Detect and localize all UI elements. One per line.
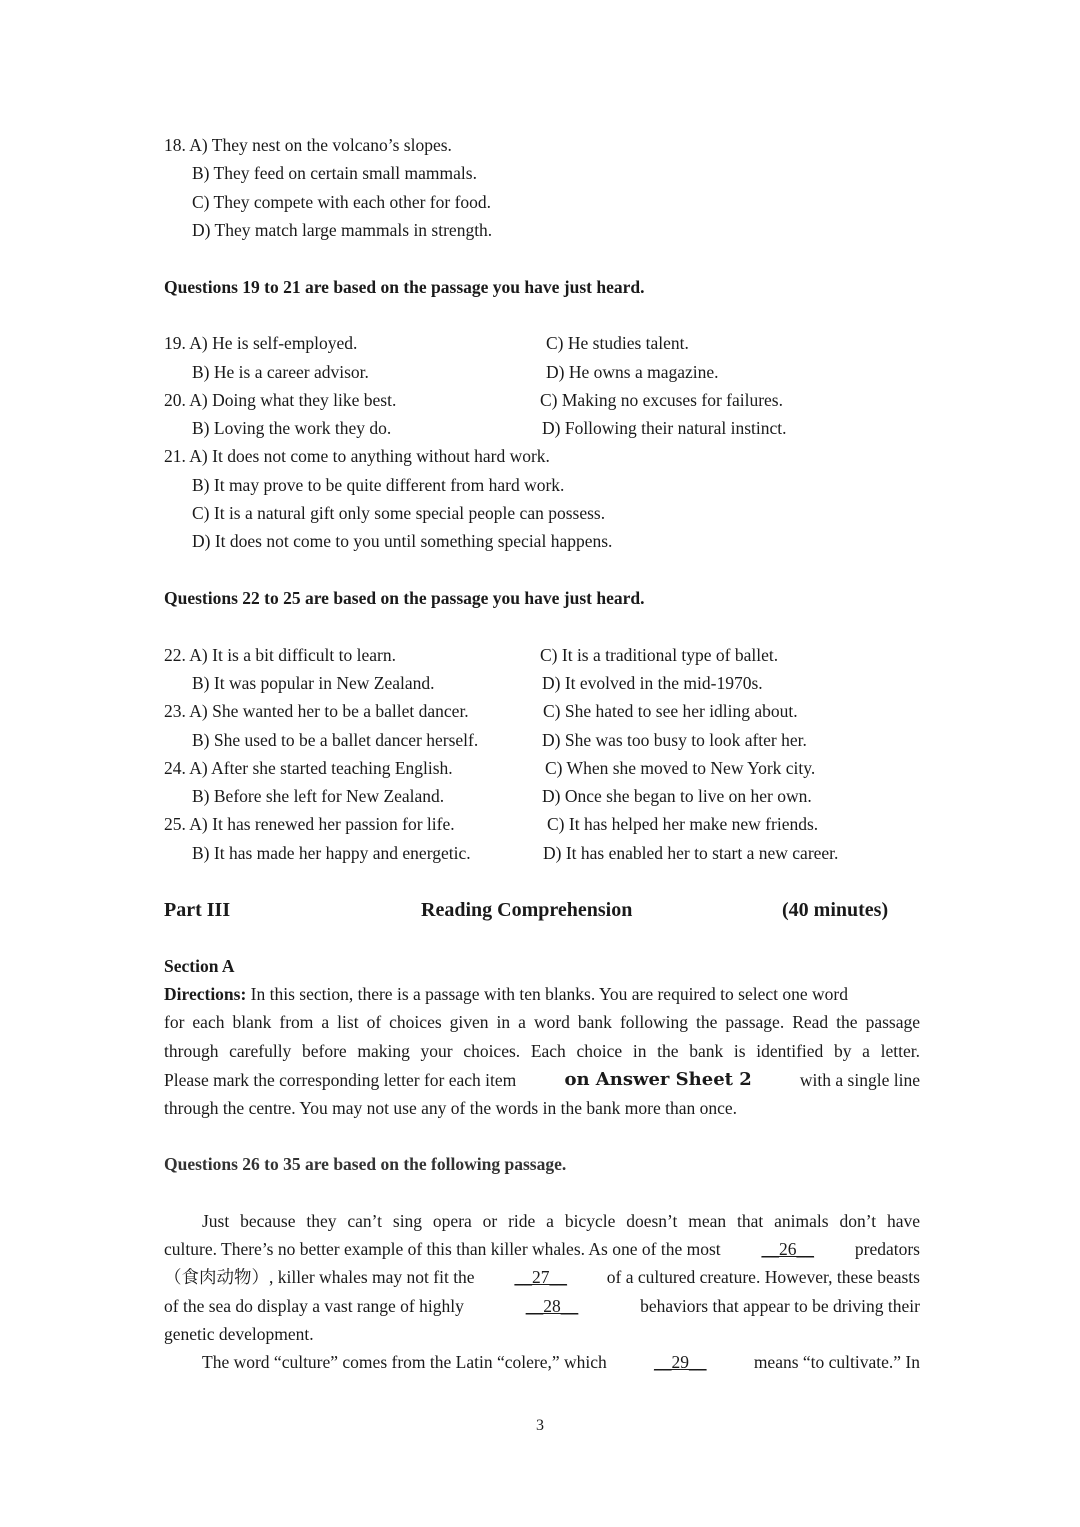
passage-text-4b: behaviors that appear to be driving their xyxy=(640,1296,920,1316)
passage-text-2a: culture. There’s no better example of this than killer whales. As one of the most xyxy=(164,1239,721,1259)
q18-option-a: 18. A) They nest on the volcano’s slopes. xyxy=(164,135,452,155)
q23-option-d: D) She was too busy to look after her. xyxy=(542,730,807,750)
q19-option-c: C) He studies talent. xyxy=(546,333,689,353)
directions-label: Directions: xyxy=(164,984,247,1004)
q21-option-d: D) It does not come to you until something special happens. xyxy=(192,531,613,551)
q19-option-a: 19. A) He is self-employed. xyxy=(164,333,358,353)
part-time: (40 minutes) xyxy=(782,899,889,921)
directions-line-5: through the centre. You may not use any of the words in the bank more than once. xyxy=(164,1098,737,1118)
q23-option-b: B) She used to be a ballet dancer herself. xyxy=(192,730,479,750)
passage-line-5: genetic development. xyxy=(164,1324,314,1344)
heading-questions-26-35: Questions 26 to 35 are based on the following passage. xyxy=(164,1154,567,1174)
q24-option-b: B) Before she left for New Zealand. xyxy=(192,786,445,806)
passage-line-4 xyxy=(164,1295,920,1317)
directions-text-4c: with a single line xyxy=(799,1070,920,1090)
q18-option-d: D) They match large mammals in strength. xyxy=(192,220,493,240)
passage-text-3b: of a cultured creature. However, these beasts xyxy=(606,1267,920,1287)
q23-option-c: C) She hated to see her idling about. xyxy=(543,701,798,721)
blank-28: __28__ xyxy=(525,1296,579,1316)
blank-29: __29__ xyxy=(654,1352,707,1372)
q21-option-a: 21. A) It does not come to anything without hard work. xyxy=(164,446,550,466)
passage-text-6a: The word “culture” comes from the Latin “colere,” which xyxy=(202,1352,607,1372)
passage-text-6b: means “to cultivate.” In xyxy=(753,1352,920,1372)
passage-text-2b: predators xyxy=(854,1239,920,1259)
part-label: Part III xyxy=(164,899,231,921)
q25-option-b: B) It has made her happy and energetic. xyxy=(192,843,471,863)
q25-option-c: C) It has helped her make new friends. xyxy=(547,814,819,834)
q24-option-a: 24. A) After she started teaching English. xyxy=(164,758,453,778)
directions-text-1: In this section, there is a passage with ten blanks. You are required to select one word xyxy=(250,984,848,1004)
blank-26: __26__ xyxy=(761,1239,814,1259)
q24-option-d: D) Once she began to live on her own. xyxy=(542,786,812,806)
q22-option-d: D) It evolved in the mid-1970s. xyxy=(542,673,763,693)
page-number: 3 xyxy=(536,1417,544,1434)
q25-option-d: D) It has enabled her to start a new career. xyxy=(543,843,839,863)
directions-line-1 xyxy=(164,983,920,1005)
directions-line-2: for each blank from a list of choices given in a word bank following the passage. Read the passage xyxy=(164,1012,920,1032)
q22-option-c: C) It is a traditional type of ballet. xyxy=(540,645,779,665)
passage-text-4a: of the sea do display a vast range of highly xyxy=(164,1296,464,1316)
heading-questions-19-21: Questions 19 to 21 are based on the passage you have just heard. xyxy=(164,277,645,297)
section-title: Section A xyxy=(164,956,235,976)
q19-option-d: D) He owns a magazine. xyxy=(546,362,719,382)
q20-option-c: C) Making no excuses for failures. xyxy=(540,390,783,410)
q19-option-b: B) He is a career advisor. xyxy=(192,362,369,382)
q22-option-a: 22. A) It is a bit difficult to learn. xyxy=(164,645,396,665)
q21-option-b: B) It may prove to be quite different from hard work. xyxy=(192,475,565,495)
q25-option-a: 25. A) It has renewed her passion for life. xyxy=(164,814,455,834)
q24-option-c: C) When she moved to New York city. xyxy=(545,758,816,778)
q18-option-c: C) They compete with each other for food. xyxy=(192,192,492,212)
answer-sheet-ref: on Answer Sheet 2 xyxy=(564,1069,752,1090)
q22-option-b: B) It was popular in New Zealand. xyxy=(192,673,435,693)
directions-line-4 xyxy=(164,1069,920,1091)
q21-option-c: C) It is a natural gift only some special people can possess. xyxy=(192,503,606,523)
part-title: Reading Comprehension xyxy=(421,899,633,921)
passage-line-3 xyxy=(164,1266,920,1288)
q20-option-d: D) Following their natural instinct. xyxy=(542,418,787,438)
passage-text-3a: （食肉动物）, killer whales may not fit the xyxy=(164,1267,475,1287)
q23-option-a: 23. A) She wanted her to be a ballet dancer. xyxy=(164,701,469,721)
heading-questions-22-25: Questions 22 to 25 are based on the passage you have just heard. xyxy=(164,588,645,608)
passage-line-1: Just because they can’t sing opera or ride a bicycle doesn’t mean that animals don’t have xyxy=(202,1211,920,1231)
passage-line-6 xyxy=(202,1351,920,1373)
q20-option-a: 20. A) Doing what they like best. xyxy=(164,390,397,410)
q18-option-b: B) They feed on certain small mammals. xyxy=(192,163,477,183)
directions-line-3: through carefully before making your choices. Each choice in the bank is identified by a letter. xyxy=(164,1041,920,1061)
directions-text-4a: Please mark the corresponding letter for each item xyxy=(164,1070,517,1090)
q20-option-b: B) Loving the work they do. xyxy=(192,418,392,438)
blank-27: __27__ xyxy=(514,1267,567,1287)
passage-line-2 xyxy=(164,1238,920,1260)
